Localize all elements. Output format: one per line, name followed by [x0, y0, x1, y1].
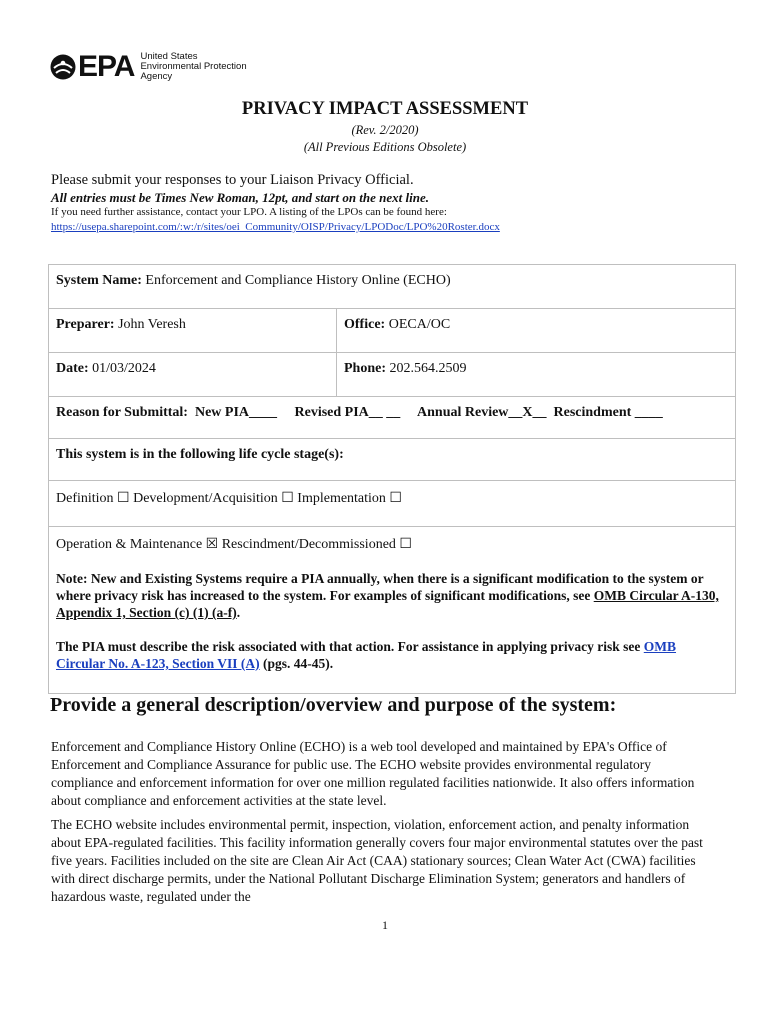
note-end: . — [236, 605, 241, 620]
system-name-row — [49, 265, 735, 309]
office-label: Office: — [344, 317, 386, 332]
lifecycle-stages-2[interactable]: Operation & Maintenance ☒ Rescindment/Decommissioned ☐ — [56, 537, 412, 552]
reason-row — [49, 397, 735, 439]
lpo-roster-link[interactable]: https://usepa.sharepoint.com/:w:/r/sites/oei_Community/OISP/Privacy/LPODoc/LPO%20Roster.docx — [51, 221, 500, 233]
office-value: OECA/OC — [388, 317, 451, 332]
epa-logo — [50, 52, 247, 82]
epa-flower-icon — [50, 54, 76, 80]
document-title: PRIVACY IMPACT ASSESSMENT — [241, 99, 529, 119]
date-value: 01/03/2024 — [92, 361, 156, 376]
system-name-field — [56, 273, 451, 289]
date-field — [56, 361, 156, 377]
description-paragraph-1: Enforcement and Compliance History Online (ECHO) is a web tool developed and maintained by EPA's Office of Enforcement and Compliance Assurance for public use. The ECHO website provides environmental regulatory compliance and enforcement information for over one million regulated facilities nationwide. It also offers information about compliance and enforcement activities at the state level. — [51, 739, 695, 808]
revision-note: (Rev. 2/2020) — [351, 123, 419, 137]
risk-paragraph — [56, 638, 728, 672]
preparer-field — [56, 317, 186, 333]
omb-a123-link[interactable]: OMB Circular No. A-123, Section VII (A) — [56, 639, 677, 671]
note-paragraph — [56, 570, 728, 621]
format-instruction: All entries must be Times New Roman, 12pt, and start on the next line. — [51, 190, 430, 205]
lifecycle-heading-row — [49, 439, 735, 481]
note-text: Note: New and Existing Systems require a PIA annually, when there is a significant modification to the system or where privacy risk has increased to the system. For examples of significant modifications, see — [56, 571, 704, 603]
logo-wordmark: EPA — [78, 50, 135, 83]
preparer-label: Preparer: — [56, 317, 115, 332]
submit-instruction: Please submit your responses to your Liaison Privacy Official. — [51, 172, 414, 188]
reason-for-submittal: Reason for Submittal: New PIA____ Revised PIA__ __ Annual Review__X__ Rescindment ____ — [56, 405, 663, 420]
logo-agency-name — [140, 52, 246, 82]
logo-line: Agency — [140, 71, 173, 82]
omb-a130-reference: OMB Circular A-130, Appendix 1, Section (c) (1) (a-f) — [56, 588, 719, 620]
phone-label: Phone: — [344, 361, 386, 376]
preparer-value: John Veresh — [118, 317, 186, 332]
column-divider — [336, 309, 337, 352]
lifecycle-stages-1[interactable]: Definition ☐ Development/Acquisition ☐ Implementation ☐ — [56, 491, 402, 506]
page-number: 1 — [382, 918, 388, 932]
risk-end: . — [329, 656, 334, 671]
lifecycle-heading: This system is in the following life cycle stage(s): — [56, 447, 344, 462]
system-name-label: System Name: — [56, 273, 142, 288]
date-label: Date: — [56, 361, 89, 376]
system-name-value: Enforcement and Compliance History Online (ECHO) — [145, 273, 451, 288]
lifecycle-stages-row-2 — [49, 527, 735, 567]
logo-line: Environmental Protection — [140, 61, 247, 72]
phone-value: 202.564.2509 — [389, 361, 467, 376]
office-field — [344, 317, 450, 333]
lifecycle-stages-row-1 — [49, 481, 735, 527]
risk-text: The PIA must describe the risk associated with that action. For assistance in applying privacy risk see — [56, 639, 644, 654]
description-paragraph-2: The ECHO website includes environmental permit, inspection, violation, enforcement action, and penalty information about EPA-regulated facilities. This facility information generally covers four major environmental statutes over the past five years. Facilities included on the site are Clean Air Act (CAA) stationary sources; Clean Water Act (CWA) facilities with direct discharge permits, under the National Pollutant Discharge Elimination System; generators and handlers of hazardous waste, regulated under the — [51, 817, 703, 904]
assistance-instruction: If you need further assistance, contact your LPO. A listing of the LPOs can be found here: — [51, 206, 447, 218]
preparer-row — [49, 309, 735, 353]
risk-pages: (pgs. 44-45) — [259, 656, 330, 671]
phone-field — [344, 361, 467, 377]
pia-form-table — [48, 264, 736, 694]
section-heading: Provide a general description/overview and purpose of the system: — [50, 694, 617, 716]
logo-line: United States — [140, 51, 198, 62]
obsolete-note: (All Previous Editions Obsolete) — [303, 140, 467, 154]
column-divider — [336, 353, 337, 396]
date-row — [49, 353, 735, 397]
